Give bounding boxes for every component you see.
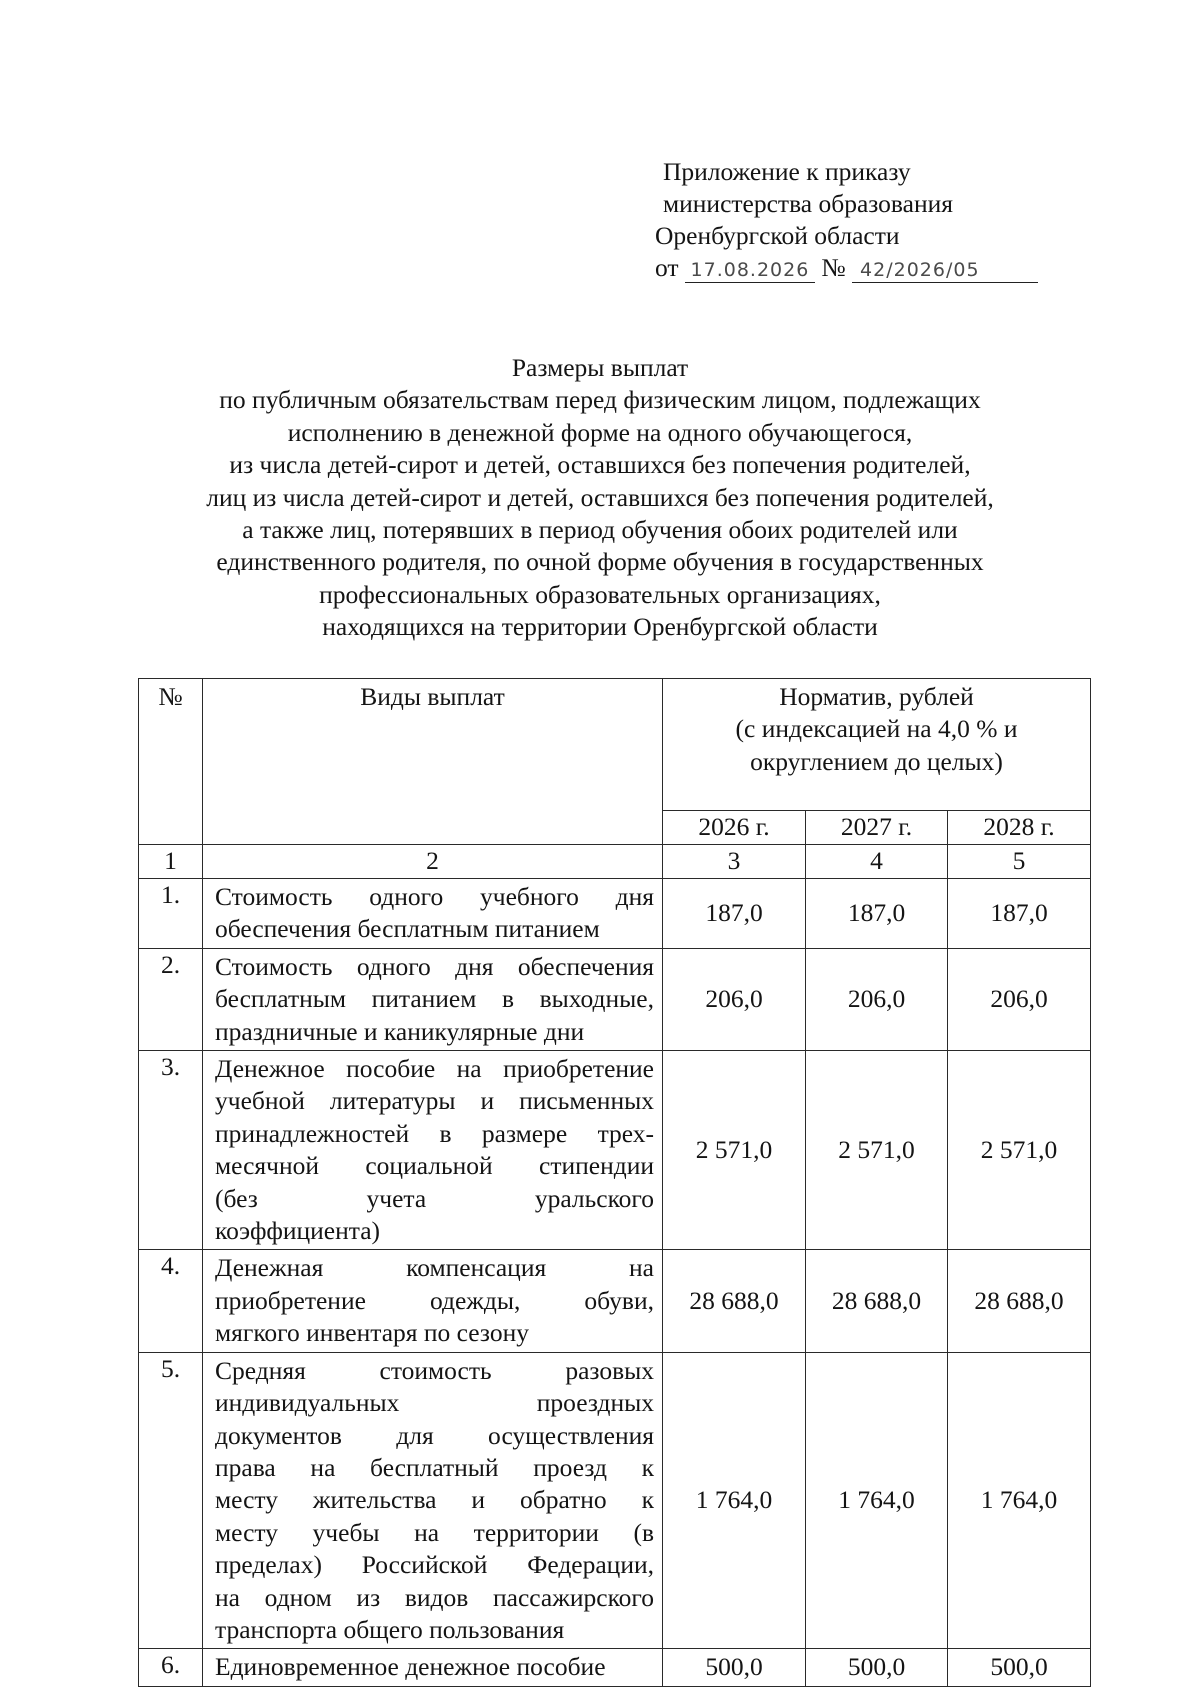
row-description — [203, 948, 663, 1050]
title-line: Размеры выплат — [511, 353, 689, 382]
desc-line: Стоимость одного учебного дня — [215, 882, 654, 911]
value-2028: 500,0 — [948, 1649, 1091, 1686]
header-year: 2027 г. — [806, 811, 948, 845]
number-prefix: № — [821, 253, 846, 282]
table-row — [139, 1051, 1091, 1250]
row-num: 6. — [139, 1649, 203, 1686]
row-description — [203, 1051, 663, 1250]
title-line: из числа детей-сирот и детей, оставшихся без попечения родителей, — [229, 450, 971, 480]
header-norm — [663, 679, 1091, 811]
appendix-line-2: министерства образования — [663, 189, 953, 218]
row-num: 2. — [139, 948, 203, 1050]
title-line: находящихся на территории Оренбургской области — [322, 612, 878, 642]
desc-line: Денежное пособие на приобретение — [215, 1054, 654, 1084]
column-number: 5 — [948, 845, 1091, 879]
value-2027: 2 571,0 — [806, 1051, 948, 1250]
header-norm-line: (с индексацией на 4,0 % и — [735, 714, 1018, 744]
value-2027: 28 688,0 — [806, 1250, 948, 1352]
value-2027: 1 764,0 — [806, 1352, 948, 1649]
value-2026: 500,0 — [663, 1649, 806, 1686]
appendix-line-3: Оренбургской области — [655, 221, 900, 250]
desc-line: месту жительства и обратно к — [215, 1485, 654, 1515]
desc-line: на одном из видов пассажирского — [215, 1582, 654, 1612]
desc-line: Денежная компенсация на — [215, 1253, 654, 1283]
value-2027: 187,0 — [806, 879, 948, 949]
table-row — [139, 948, 1091, 1050]
desc-line: праздничные и каникулярные дни — [215, 1016, 585, 1046]
title-line: лиц из числа детей-сирот и детей, оставшихся без попечения родителей, — [206, 482, 994, 512]
desc-line: индивидуальных проездных — [215, 1388, 654, 1418]
row-description: Единовременное денежное пособие — [203, 1649, 663, 1686]
value-2028: 1 764,0 — [948, 1352, 1091, 1649]
desc-line: приобретение одежды, обуви, — [215, 1285, 654, 1315]
header-num: № — [139, 679, 203, 845]
title-line: единственного родителя, по очной форме обучения в государственных — [216, 547, 984, 577]
title-line: а также лиц, потерявших в период обучения обоих родителей или — [242, 515, 958, 545]
row-description — [203, 1352, 663, 1649]
header-year: 2028 г. — [948, 811, 1091, 845]
desc-line: коэффициента) — [215, 1216, 381, 1246]
row-num: 5. — [139, 1352, 203, 1649]
desc-line: пределах) Российской Федерации, — [215, 1550, 654, 1580]
header-norm-line: Норматив, рублей — [779, 682, 974, 711]
value-2028: 2 571,0 — [948, 1051, 1091, 1250]
table-row — [139, 1352, 1091, 1649]
desc-line: месту учебы на территории (в — [215, 1517, 654, 1547]
value-2026: 187,0 — [663, 879, 806, 949]
column-number: 4 — [806, 845, 948, 879]
row-num: 1. — [139, 879, 203, 949]
handwritten-order-number: 42/2026/05 — [852, 258, 1038, 283]
table-row — [139, 1649, 1091, 1686]
value-2028: 28 688,0 — [948, 1250, 1091, 1352]
desc-line: Стоимость одного дня обеспечения — [215, 951, 654, 981]
payments-table — [138, 678, 1091, 1687]
date-prefix: от — [655, 253, 679, 282]
desc-line: бесплатным питанием в выходные, — [215, 984, 654, 1014]
value-2027: 500,0 — [806, 1649, 948, 1686]
column-number: 3 — [663, 845, 806, 879]
desc-line: мягкого инвентаря по сезону — [215, 1318, 529, 1348]
title-line: исполнению в денежной форме на одного обучающегося, — [287, 417, 913, 447]
value-2027: 206,0 — [806, 948, 948, 1050]
header-year: 2026 г. — [663, 811, 806, 845]
desc-line: обеспечения бесплатным питанием — [215, 914, 600, 944]
column-number: 1 — [139, 845, 203, 879]
desc-line: права на бесплатный проезд к — [215, 1452, 654, 1482]
value-2028: 206,0 — [948, 948, 1091, 1050]
column-numbers-row — [139, 845, 1091, 879]
row-num: 3. — [139, 1051, 203, 1250]
desc-line: (без учета уральского — [215, 1183, 654, 1213]
desc-line: принадлежностей в размере трех- — [215, 1118, 654, 1148]
desc-line: Средняя стоимость разовых — [215, 1355, 654, 1385]
handwritten-date: 17.08.2026 — [685, 258, 815, 283]
value-2028: 187,0 — [948, 879, 1091, 949]
title-line: по публичным обязательствам перед физическим лицом, подлежащих — [219, 385, 981, 415]
header-norm-line: округлением до целых) — [750, 746, 1003, 776]
value-2026: 28 688,0 — [663, 1250, 806, 1352]
document-title — [150, 352, 1050, 644]
row-description — [203, 1250, 663, 1352]
column-number: 2 — [203, 845, 663, 879]
appendix-header — [655, 156, 1038, 284]
appendix-line-1: Приложение к приказу — [663, 157, 911, 186]
desc-line: учебной литературы и письменных — [215, 1086, 654, 1116]
value-2026: 2 571,0 — [663, 1051, 806, 1250]
value-2026: 1 764,0 — [663, 1352, 806, 1649]
title-line: профессиональных образовательных организациях, — [319, 579, 881, 609]
desc-line: месячной социальной стипендии — [215, 1151, 654, 1181]
desc-line: транспорта общего пользования — [215, 1614, 565, 1644]
row-num: 4. — [139, 1250, 203, 1352]
table-header-row — [139, 679, 1091, 811]
desc-line: документов для осуществления — [215, 1420, 654, 1450]
value-2026: 206,0 — [663, 948, 806, 1050]
table-row — [139, 1250, 1091, 1352]
appendix-date-number-line — [655, 252, 1038, 284]
table-row — [139, 879, 1091, 949]
header-type: Виды выплат — [203, 679, 663, 845]
row-description — [203, 879, 663, 949]
